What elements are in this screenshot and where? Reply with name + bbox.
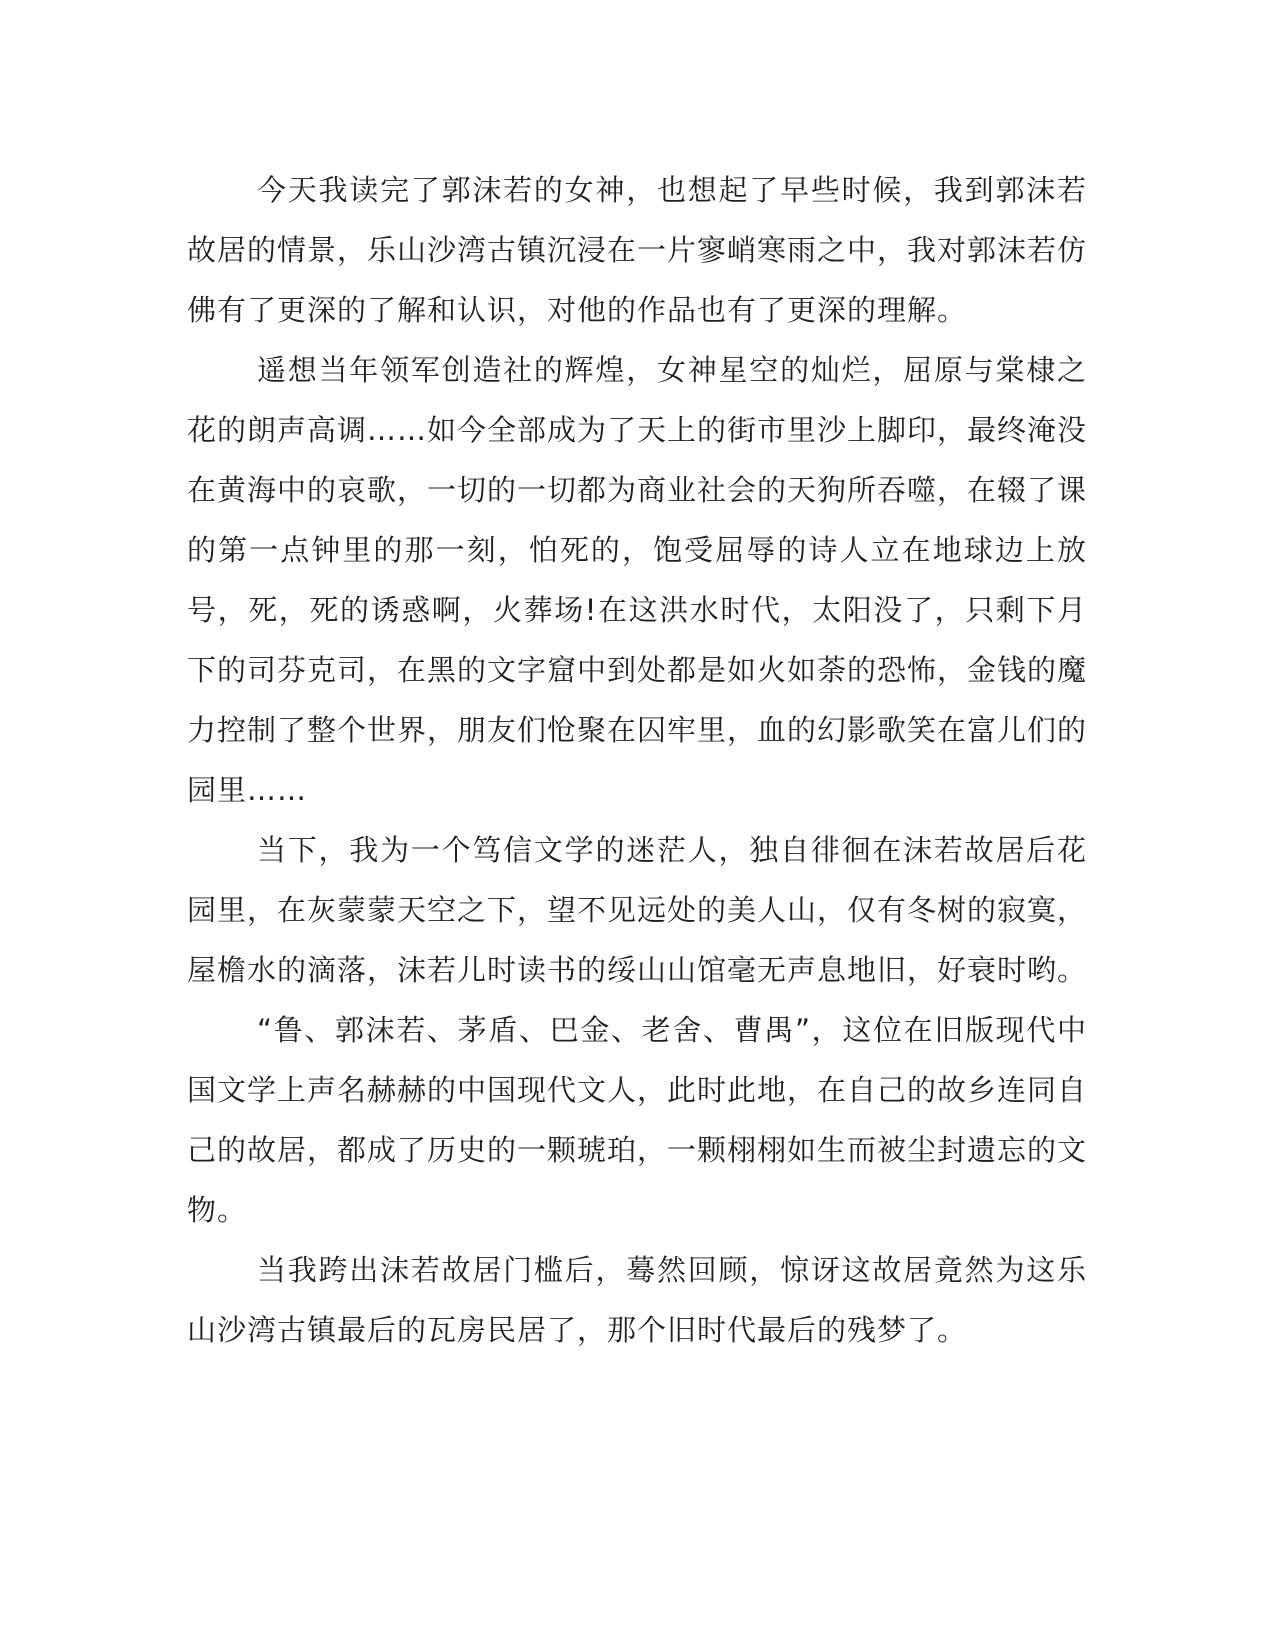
article-body	[187, 160, 1087, 1360]
paragraph-4: “鲁、郭沫若、茅盾、巴金、老舍、曹禺”，这位在旧版现代中国文学上声名赫赫的中国现代文人，此时此地，在自己的故乡连同自己的故居，都成了历史的一颗琥珀，一颗栩栩如生而被尘封遗忘的文物。	[187, 1013, 1088, 1227]
paragraph-2: 遥想当年领军创造社的辉煌，女神星空的灿烂，屈原与棠棣之花的朗声高调……如今全部成为了天上的街市里沙上脚印，最终淹没在黄海中的哀歌，一切的一切都为商业社会的天狗所吞噬，在辍了课的第一点钟里的那一刻，怕死的，饱受屈辱的诗人立在地球边上放号，死，死的诱惑啊，火葬场!在这洪水时代，太阳没了，只剩下月下的司芬克司，在黑的文字窟中到处都是如火如荼的恐怖，金钱的魔力控制了整个世界，朋友们怆聚在囚牢里，血的幻影歌笑在富儿们的园里……	[187, 353, 1088, 807]
paragraph-3: 当下，我为一个笃信文学的迷茫人，独自徘徊在沫若故居后花园里，在灰蒙蒙天空之下，望不见远处的美人山，仅有冬树的寂寞，屋檐水的滴落，沫若儿时读书的绥山山馆毫无声息地旧，好衰时哟。	[187, 833, 1088, 987]
paragraph-1: 今天我读完了郭沫若的女神，也想起了早些时候，我到郭沫若故居的情景，乐山沙湾古镇沉浸在一片寥峭寒雨之中，我对郭沫若仿佛有了更深的了解和认识，对他的作品也有了更深的理解。	[187, 173, 1088, 327]
paragraph-5: 当我跨出沫若故居门槛后，蓦然回顾，惊讶这故居竟然为这乐山沙湾古镇最后的瓦房民居了，那个旧时代最后的残梦了。	[187, 1253, 1087, 1347]
